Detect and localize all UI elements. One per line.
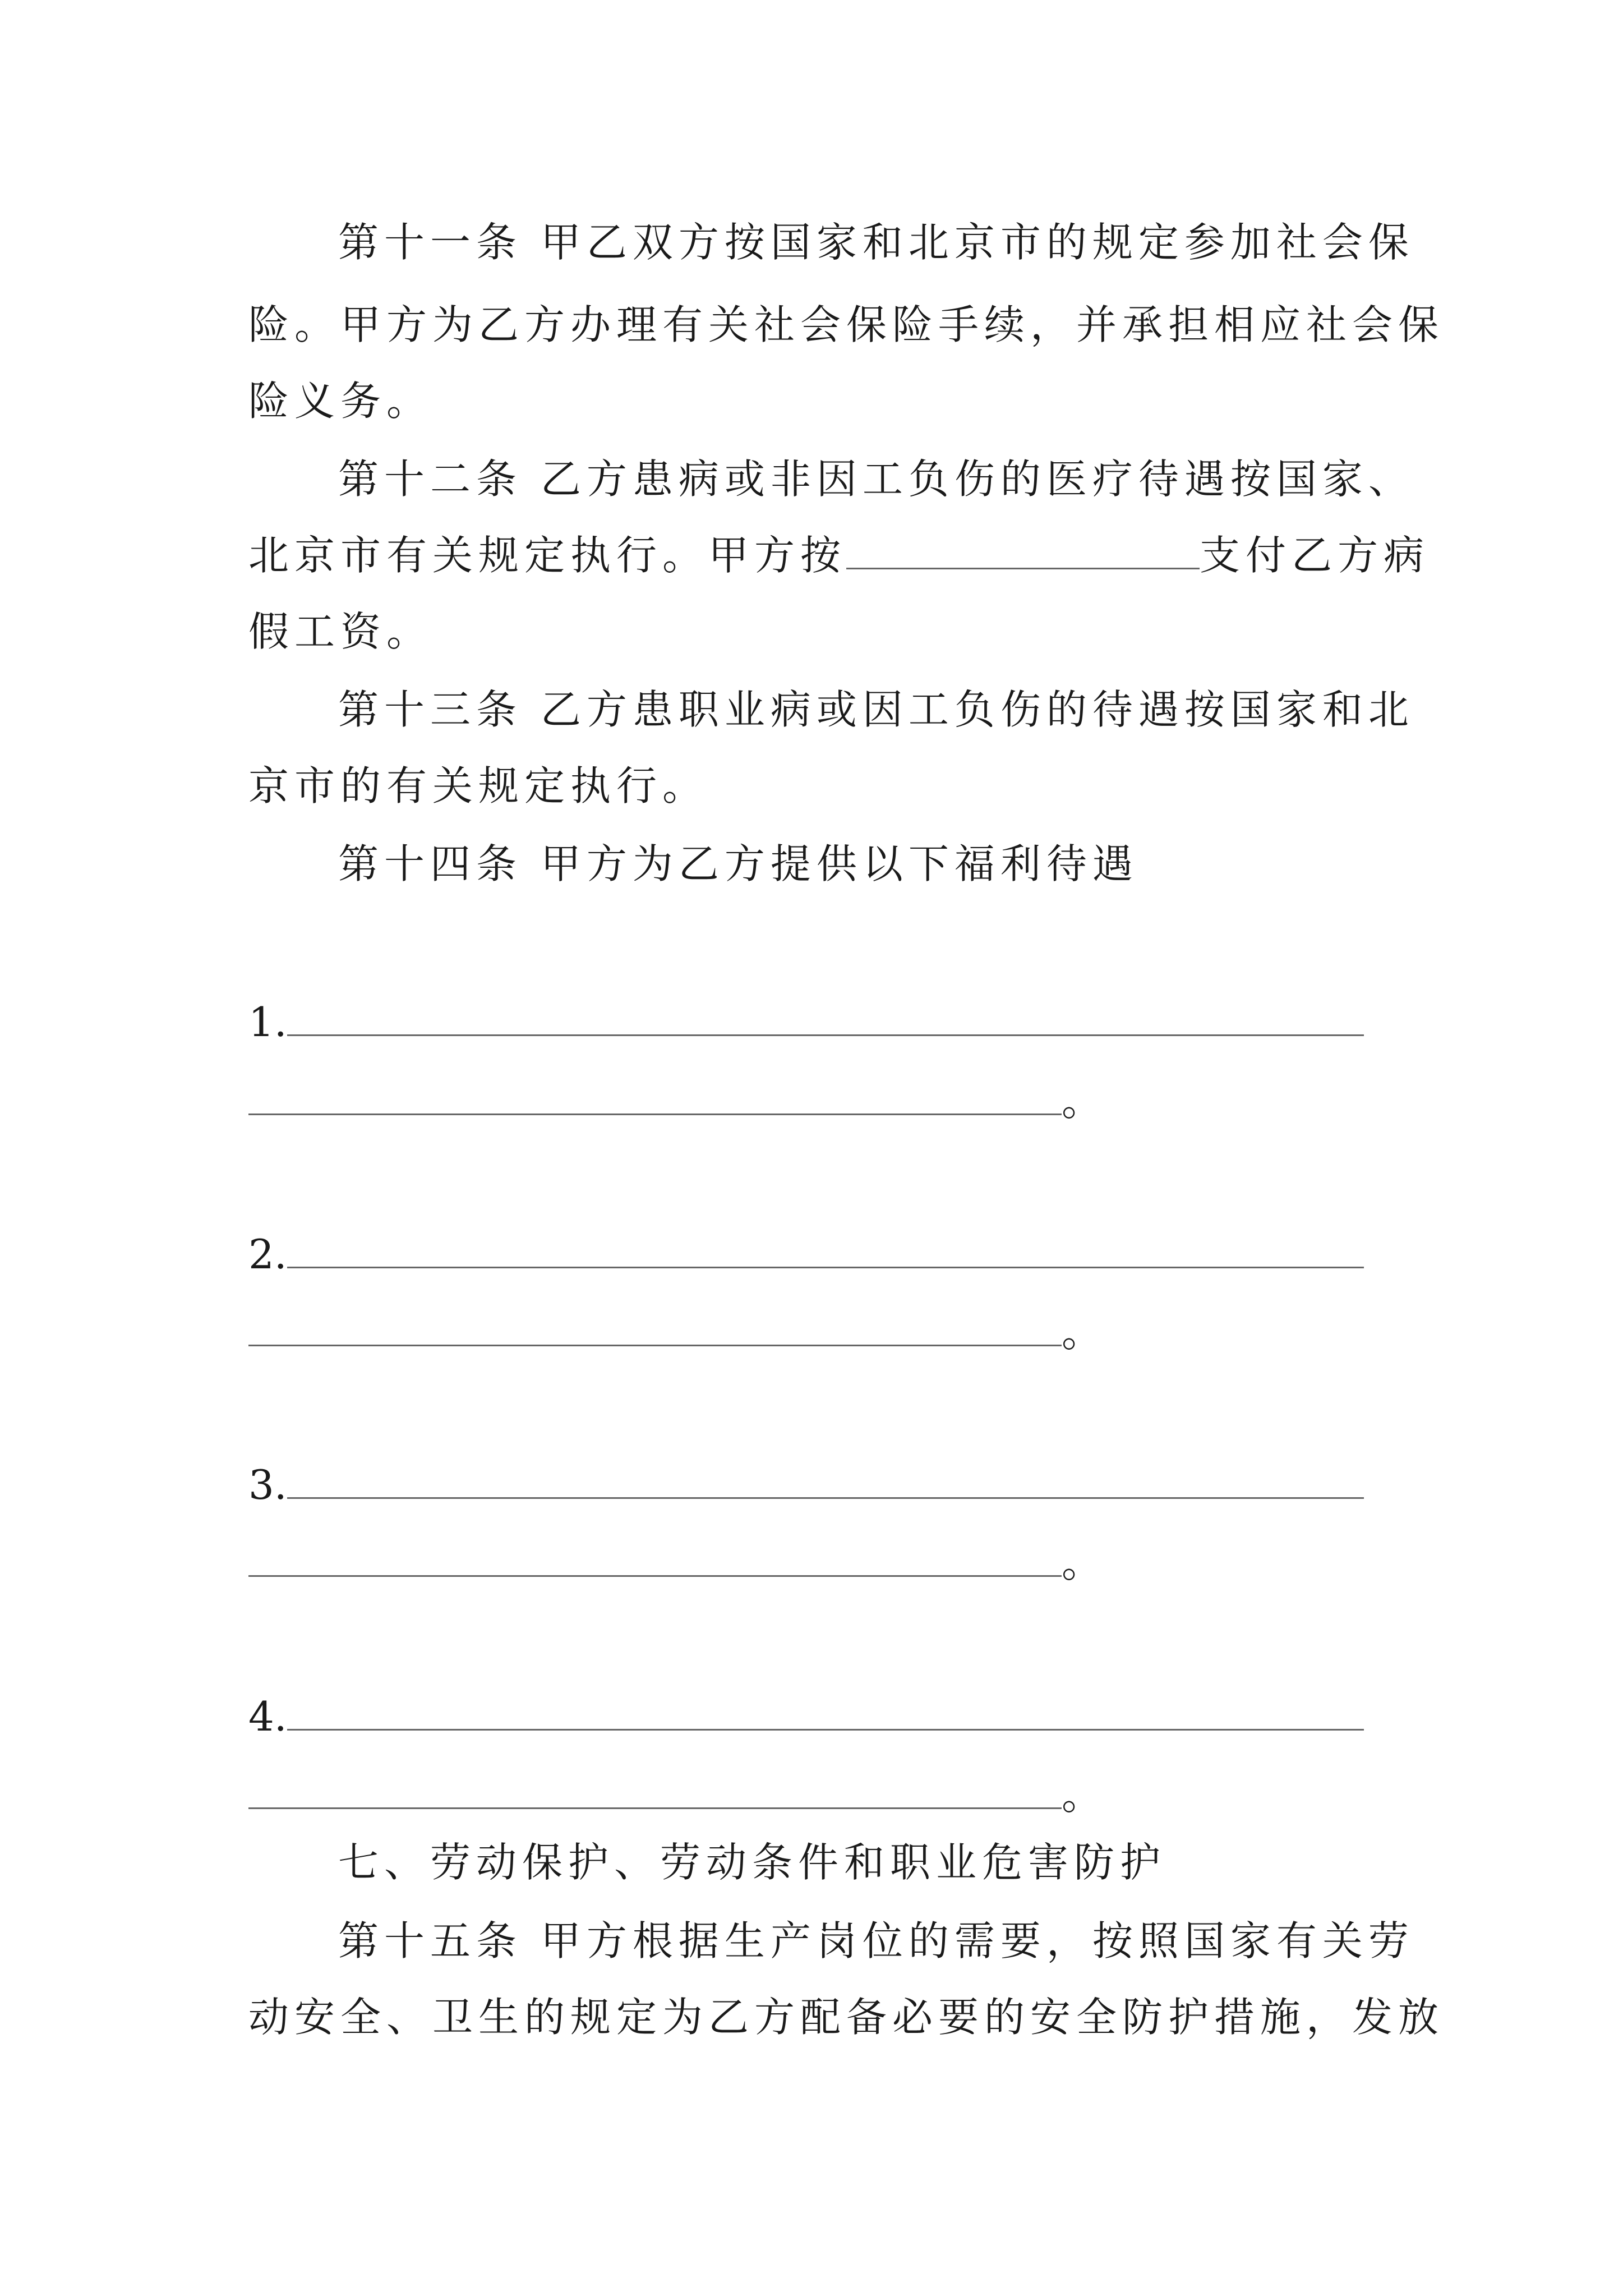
benefit-blank-line-1[interactable]: [287, 1226, 1364, 1268]
benefit-item-4: [248, 1688, 1364, 1745]
article-13-line-2: 京市的有关规定执行。: [248, 762, 709, 809]
article-12-line-1: 第十二条 乙方患病或非因工负伤的医疗待遇按国家、: [338, 455, 1414, 503]
article-12-line-2-before: 北京市有关规定执行。甲方按: [248, 532, 847, 579]
benefit-blank-line-2[interactable]: [248, 1535, 1062, 1577]
article-11-line-1: 第十一条 甲乙双方按国家和北京市的规定参加社会保: [338, 219, 1414, 266]
article-14-line-1: 第十四条 甲方为乙方提供以下福利待遇: [338, 840, 1138, 887]
article-12-line-3: 假工资。: [248, 608, 433, 655]
benefit-blank-line-2[interactable]: [248, 1304, 1062, 1346]
benefit-blank-line-1[interactable]: [287, 1688, 1364, 1731]
benefit-item-2-cont: [248, 1304, 1102, 1360]
sick-pay-blank[interactable]: [846, 527, 1200, 569]
benefit-number: 4.: [248, 1693, 287, 1740]
benefit-blank-line-1[interactable]: [287, 1457, 1364, 1499]
benefit-item-3: [248, 1457, 1364, 1513]
benefit-end: 。: [1062, 1309, 1103, 1356]
benefit-item-1: [248, 994, 1364, 1050]
benefit-number: 2.: [248, 1231, 287, 1278]
benefit-number: 3.: [248, 1461, 287, 1508]
benefit-blank-line-2[interactable]: [248, 1073, 1062, 1115]
article-15-line-1: 第十五条 甲方根据生产岗位的需要，按照国家有关劳: [338, 1917, 1414, 1964]
article-11-line-2: 险。甲方为乙方办理有关社会保险手续，并承担相应社会保: [248, 301, 1445, 348]
benefit-end: 。: [1062, 1772, 1103, 1819]
benefit-item-1-cont: [248, 1073, 1102, 1129]
article-12-line-2: [248, 527, 1430, 583]
benefit-item-2: [248, 1226, 1364, 1282]
section-7-heading: 七、劳动保护、劳动条件和职业危害防护: [338, 1839, 1166, 1886]
benefit-blank-line-2[interactable]: [248, 1767, 1062, 1809]
benefit-item-4-cont: [248, 1767, 1102, 1823]
article-11-line-3: 险义务。: [248, 378, 433, 425]
article-12-line-2-after: 支付乙方病: [1200, 532, 1430, 579]
benefit-end: 。: [1062, 1539, 1103, 1586]
article-13-line-1: 第十三条 乙方患职业病或因工负伤的待遇按国家和北: [338, 686, 1414, 733]
benefit-number: 1.: [248, 999, 287, 1046]
article-15-line-2: 动安全、卫生的规定为乙方配备必要的安全防护措施，发放: [248, 1994, 1445, 2041]
benefit-blank-line-1[interactable]: [287, 994, 1364, 1036]
benefit-item-3-cont: [248, 1535, 1102, 1591]
benefit-end: 。: [1062, 1078, 1103, 1125]
